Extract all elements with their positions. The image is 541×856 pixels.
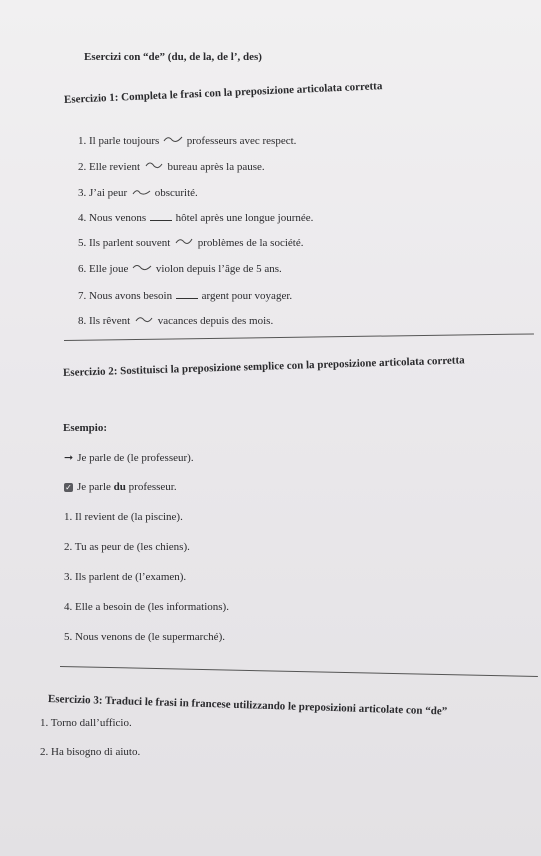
exercise-2-item-1: 1. Il revient de (la piscine).: [64, 511, 183, 523]
exercise-3-item-2: 2. Ha bisogno di aiuto.: [40, 746, 141, 758]
exercise-2-heading: Esercizio 2: Sostituisci la preposizione semplice con la preposizione articolata corretta: [62, 354, 465, 379]
answer-blank-4[interactable]: [150, 210, 172, 221]
handwritten-answer-6: [132, 262, 152, 272]
handwritten-answer-1: [163, 134, 183, 144]
exercise-1-item-2: 2. Elle revient bureau après la pause.: [78, 161, 265, 173]
example-prompt: ➞ Je parle de (le professeur).: [64, 452, 194, 464]
section-divider-2: [60, 666, 538, 677]
handwritten-answer-2: [144, 160, 164, 170]
handwritten-answer-3: [131, 186, 151, 196]
checkmark-icon: ✓: [65, 482, 72, 492]
exercise-1-item-5: 5. Ils parlent souvent problèmes de la société.: [78, 237, 304, 249]
exercise-1-item-4: 4. Nous venons hôtel après une longue journée.: [78, 212, 314, 224]
exercise-1-item-7: 7. Nous avons besoin argent pour voyager.: [78, 290, 293, 302]
worksheet-title: Esercizi con “de” (du, de la, de l’, des): [84, 51, 262, 63]
handwritten-answer-5: [174, 236, 194, 246]
example-label: Esempio:: [63, 422, 107, 434]
arrow-right-icon: ➞: [64, 452, 74, 464]
exercise-2-item-5: 5. Nous venons de (le supermarché).: [64, 631, 225, 643]
exercise-3-heading: Esercizio 3: Traduci le frasi in francese utilizzando le preposizioni articolate con “de”: [47, 693, 448, 718]
exercise-1-item-1: 1. Il parle toujours professeurs avec respect.: [78, 135, 297, 147]
exercise-1-heading: Esercizio 1: Completa le frasi con la preposizione articolata corretta: [63, 80, 383, 106]
exercise-1-item-6: 6. Elle joue violon depuis l’âge de 5 ans.: [78, 263, 282, 275]
section-divider-1: [64, 333, 534, 341]
exercise-1-item-8: 8. Ils rêvent vacances depuis des mois.: [78, 315, 274, 327]
example-answer: ✓ Je parle du professeur.: [65, 481, 177, 493]
exercise-3-item-1: 1. Torno dall’ufficio.: [40, 717, 132, 729]
exercise-2-item-2: 2. Tu as peur de (les chiens).: [64, 541, 190, 553]
exercise-1-item-3: 3. J’ai peur obscurité.: [78, 187, 198, 199]
handwritten-answer-8: [134, 314, 154, 324]
exercise-2-item-3: 3. Ils parlent de (l’examen).: [64, 571, 187, 583]
exercise-2-item-4: 4. Elle a besoin de (les informations).: [64, 601, 229, 613]
answer-blank-7[interactable]: [176, 288, 198, 299]
